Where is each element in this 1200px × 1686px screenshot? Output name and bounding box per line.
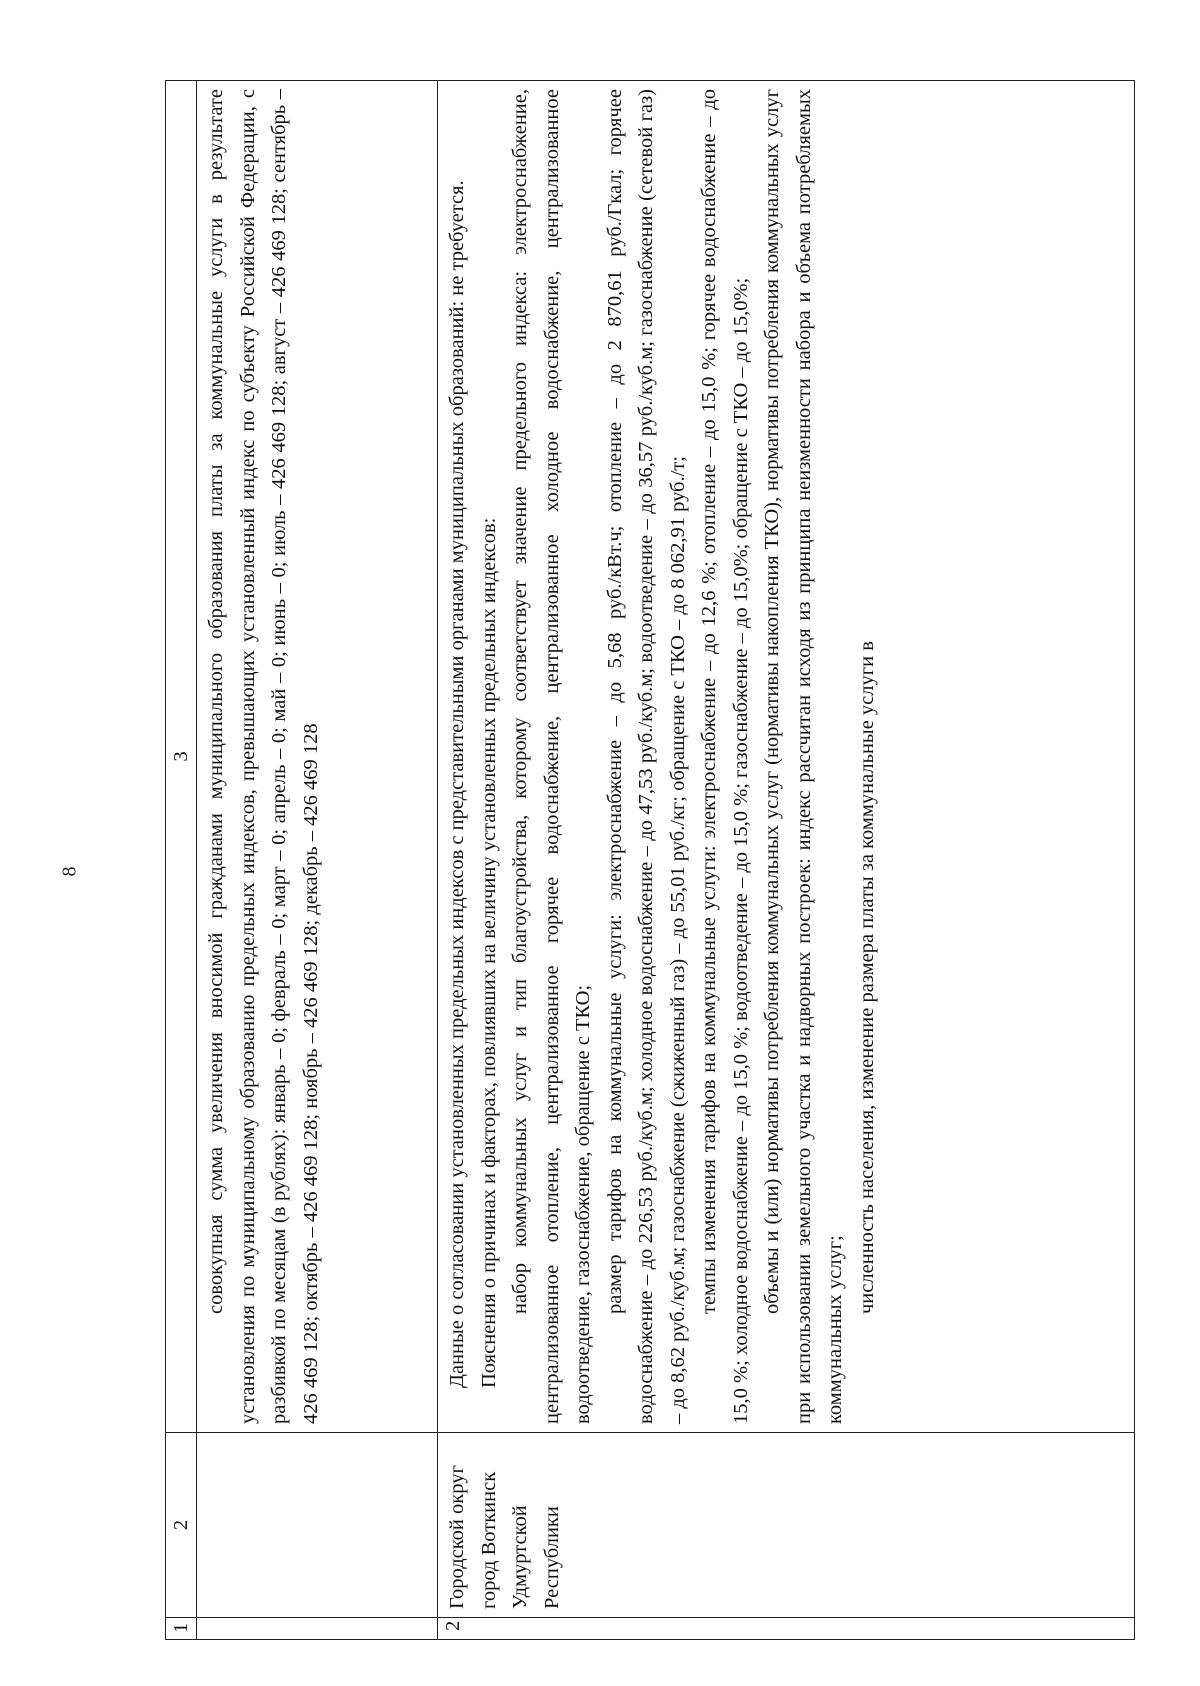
page-number: 8	[58, 866, 81, 877]
paragraph-total-increase: совокупная сумма увеличения вносимой гражданами муниципального образования платы за коммунальные услуги в результате установления по муниципальному образованию предельных индексов, превышающих установленный индекс по субъекту Российской Федерации, с разбивкой по месяцам (в рублях): январь – 0; февраль – 0; март – 0; апрель – 0; май – 0; июнь – 0; июль – 426 469 128; август – 426 469 128; сентябрь – 426 469 128; октябрь – 426 469 128; ноябрь – 426 469 128; декабрь – 426 469 128	[205, 89, 322, 1424]
rotated-table-wrapper	[165, 80, 1135, 1640]
paragraph-tariff-rates: темпы изменения тарифов на коммунальные услуги: электроснабжение – до 12,6 %; отопление – до 15,0 %; горячее водоснабжение – до 15,0 %; холодное водоснабжение – до 15,0 %; водоотведение – до 15,0 %; газоснабжение – до 15,0%; обращение с ТКО – до 15,0%;	[698, 89, 752, 1424]
paragraph-explanations: Пояснения о причинах и факторах, повлиявших на величину установленных предельных индексов:	[477, 517, 500, 1388]
row-number-cell	[197, 1618, 438, 1640]
municipality-cell: Городской округ город Воткинск Удмуртской Республики	[438, 1433, 1135, 1618]
paragraph-approval: Данные о согласовании установленных предельных индексов с представительными органами муниципальных образований: не требуется.	[446, 180, 468, 1388]
municipality-cell	[197, 1433, 438, 1618]
table-row	[438, 81, 1135, 1640]
paragraph-tariff-size: размер тарифов на коммунальные услуги: электроснабжение – до 5,68 руб./кВт.ч; отопление – до 2 870,61 руб./Гкал; горячее водоснабжение – до 226,53 руб./куб.м; холодное водоснабжение – до 47,53 руб./куб.м; водоотведение – до 36,57 руб./куб.м; газоснабжение (сетевой газ) – до 8,62 руб./куб.м; газоснабжение (сжиженный газ) – до 55,01 руб./кг; обращение с ТКО – до 8 062,91 руб./т;	[603, 89, 689, 1424]
indices-table	[165, 80, 1135, 1640]
header-col-3: 3	[166, 81, 197, 1433]
details-cell	[438, 81, 1135, 1433]
paragraph-volumes: объемы и (или) нормативы потребления коммунальных услуг (нормативы накопления ТКО), нормативы потребления коммунальных услуг при использовании земельного участка и надворных построек: индекс рассчитан исходя из принципа неизменности набора и объема потребляемых коммунальных услуг;	[761, 89, 846, 1424]
table-row	[197, 81, 438, 1640]
paragraph-services-set: набор коммунальных услуг и тип благоустройства, которому соответствует значение предельного индекса: электроснабжение, централизованное отопление, централизованное горячее водоснабжение, централизованное холодное водоснабжение, централизованное водоотведение, газоснабжение, обращение с ТКО;	[509, 89, 594, 1424]
table-header-row	[166, 81, 197, 1640]
details-cell	[197, 81, 438, 1433]
header-col-2: 2	[166, 1433, 197, 1618]
header-col-1: 1	[166, 1618, 197, 1640]
paragraph-population: численность населения, изменение размера платы за коммунальные услуги в	[855, 641, 878, 1314]
row-number-cell: 2	[438, 1618, 1135, 1640]
